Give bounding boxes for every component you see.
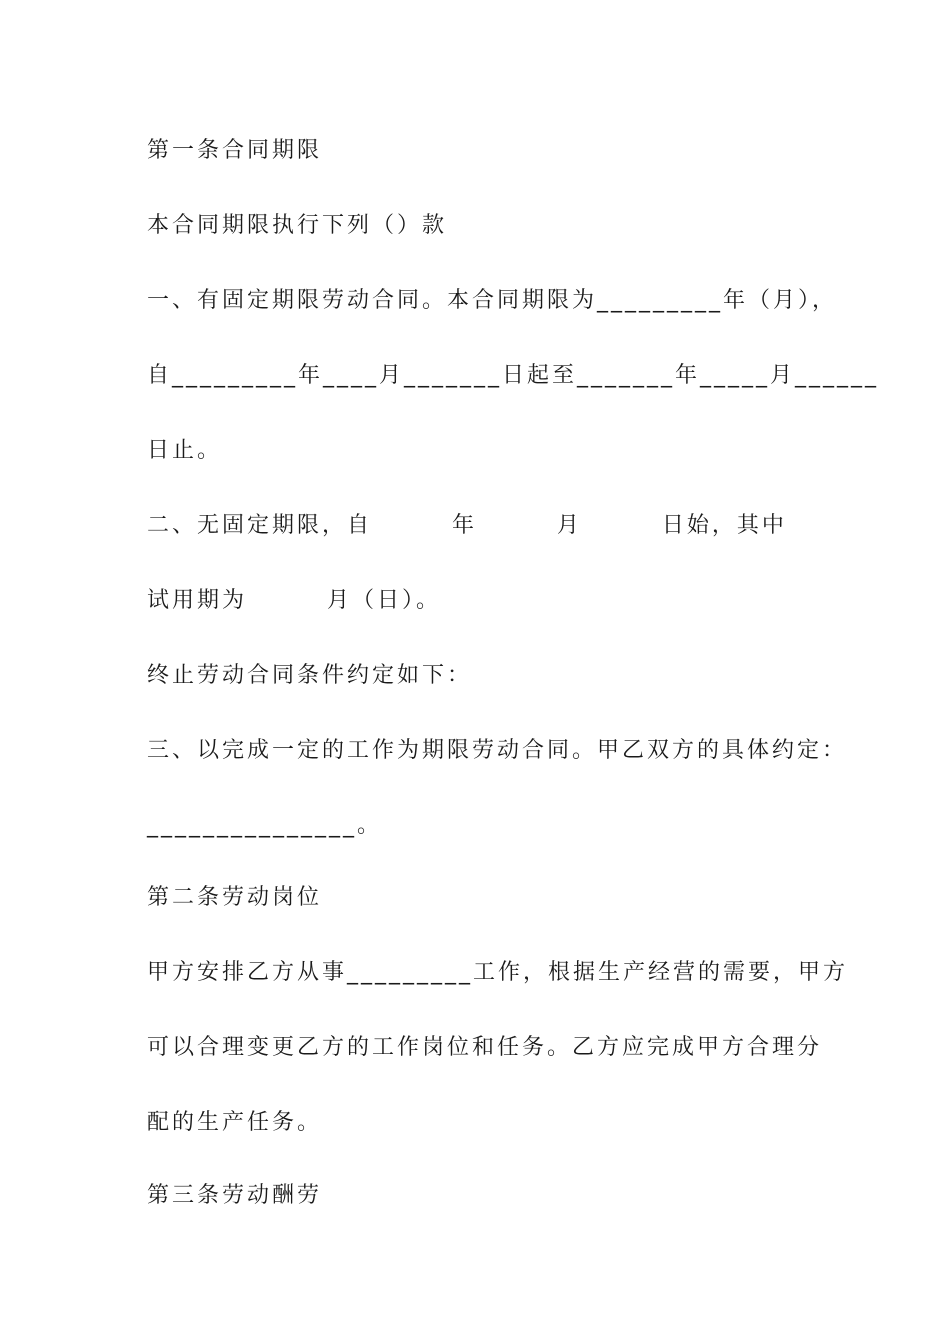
job-position-line-2: 可以合理变更乙方的工作岗位和任务。乙方应完成甲方合理分: [147, 1035, 823, 1060]
termination-conditions: 终止劳动合同条件约定如下：: [147, 663, 473, 688]
fixed-term-clause-line-1: 一、有固定期限劳动合同。本合同期限为_________年（月），: [147, 288, 838, 313]
contract-term-options: 本合同期限执行下列（）款: [147, 213, 448, 238]
task-based-clause-line-2: _______________。: [147, 813, 383, 838]
open-term-clause-line-1: 二、无固定期限，自 年 月 日始，其中: [147, 513, 787, 538]
open-term-clause-line-2: 试用期为 月（日）。: [147, 588, 441, 613]
article-1-heading: 第一条合同期限: [147, 138, 323, 163]
job-position-line-1: 甲方安排乙方从事_________工作，根据生产经营的需要，甲方: [147, 960, 849, 985]
task-based-clause-line-1: 三、以完成一定的工作为期限劳动合同。甲乙双方的具体约定：: [147, 738, 848, 763]
fixed-term-clause-line-3: 日止。: [147, 438, 223, 463]
fixed-term-clause-line-2: 自_________年____月_______日起至_______年_____月______: [147, 363, 880, 388]
job-position-line-3: 配的生产任务。: [147, 1110, 323, 1135]
article-3-heading: 第三条劳动酬劳: [147, 1183, 323, 1208]
article-2-heading: 第二条劳动岗位: [147, 885, 323, 910]
